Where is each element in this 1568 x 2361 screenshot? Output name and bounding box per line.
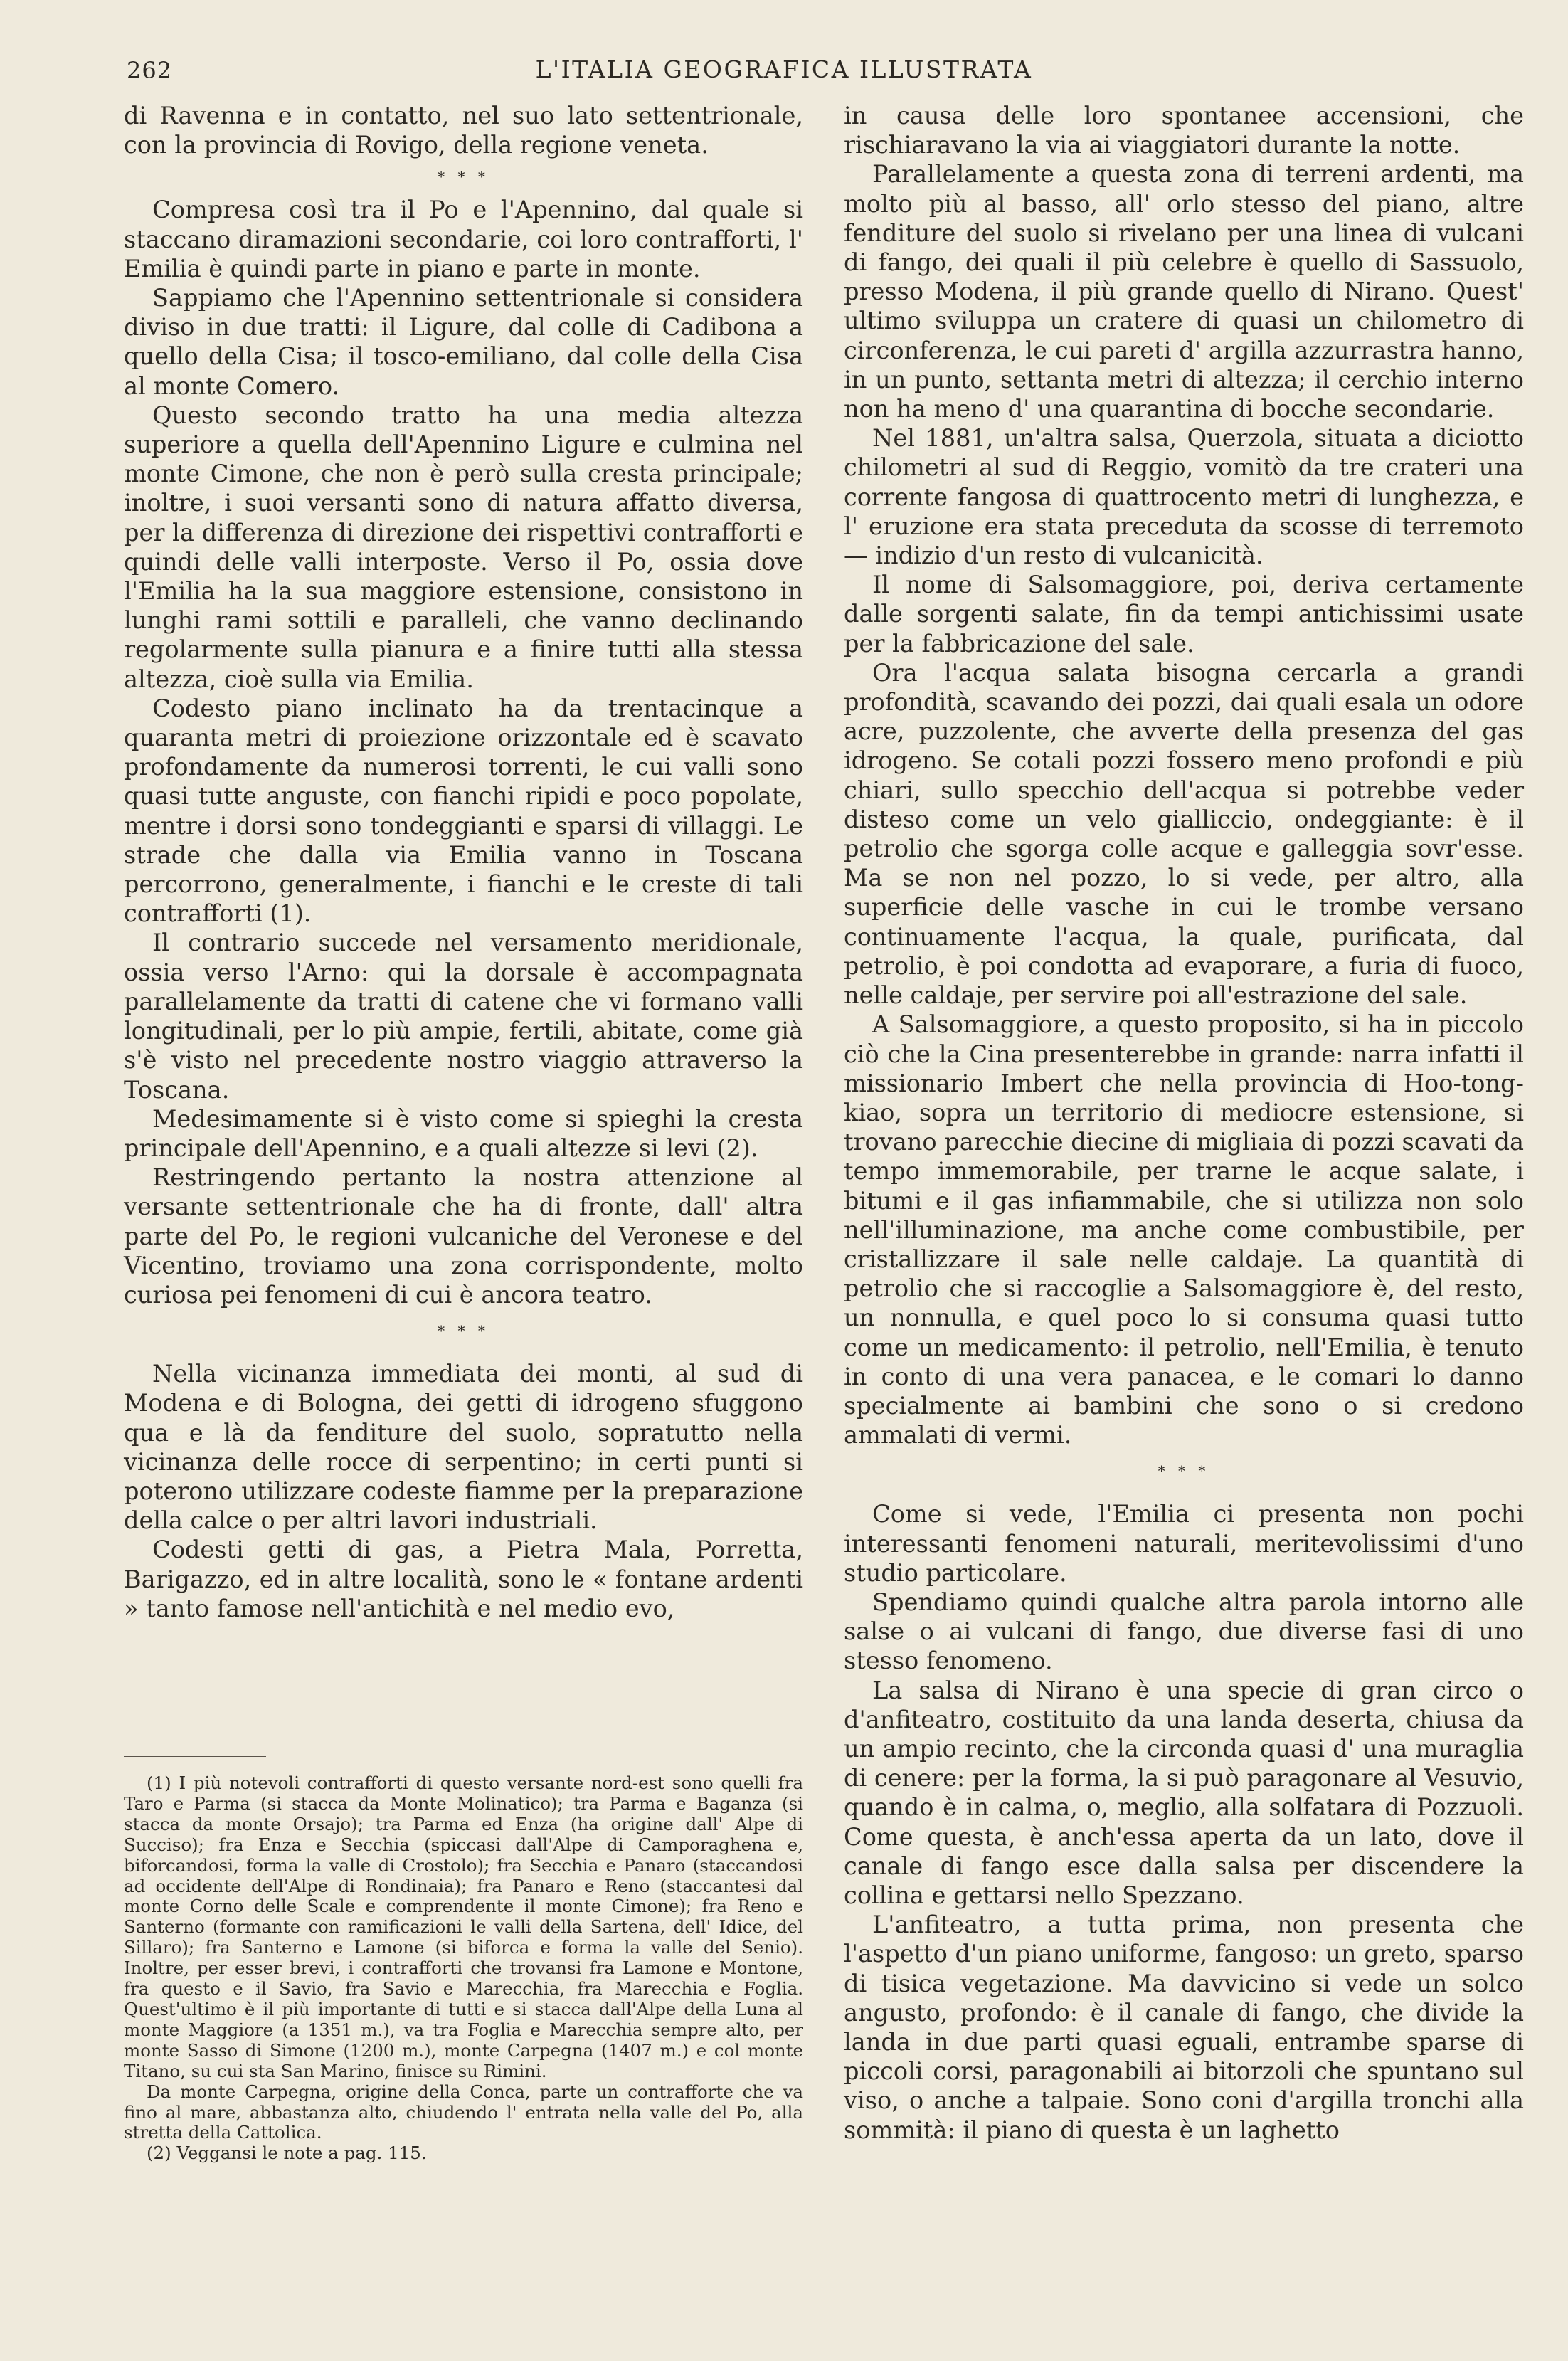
section-separator: * * * [438,168,489,186]
paragraph: Codesto piano inclinato ha da trentacinque a quaranta metri di proiezione orizzontale ed è scavato profondamente da numerosi torrenti, le cui valli sono quasi tutte anguste, con fianchi ripidi e poco popolate, mentre i dorsi sono tondeggianti e sparsi di villaggi. Le strade che dalla via Emilia vanno in Toscana percorrono, generalmente, i fianchi e le creste di tali contrafforti (1). [124,694,803,928]
left-column [124,101,803,1623]
paragraph: La salsa di Nirano è una specie di gran circo o d'anfiteatro, costituito da una landa deserta, chiusa da un ampio recinto, che la circonda quasi d' una muraglia di cenere: per la forma, la si può paragonare al Vesuvio, quando è in calma, o, meglio, alla solfatara di Pozzuoli. Come questa, è anch'essa aperta da un lato, dove il canale di fango esce dalla salsa per discendere la collina e gettarsi nello Spezzano. [844,1676,1524,1909]
paragraph: di Ravenna e in contatto, nel suo lato settentrionale, con la provincia di Rovigo, della regione veneta. [124,102,803,159]
paragraph: Parallelamente a questa zona di terreni ardenti, ma molto più al basso, all' orlo stesso del piano, altre fenditure del suolo si rivelano per una linea di vulcani di fango, dei quali il più celebre è quello di Sassuolo, presso Modena, il più grande quello di Nirano. Quest' ultimo sviluppa un cratere di quasi un chilometro di circonferenza, le cui pareti d' argilla azzurrastra hanno, in un punto, settanta metri di altezza; il cerchio interno non ha meno d' una quarantina di bocche secondarie. [844,160,1524,423]
page-number: 262 [127,57,173,84]
footnotes [124,1773,803,2164]
paragraph: Il contrario succede nel versamento meridionale, ossia verso l'Arno: qui la dorsale è accompagnata parallelamente da tratti di catene che vi formano valli longitudinali, per lo più ampie, fertili, abitate, come già s'è visto nel precedente nostro viaggio attraverso la Toscana. [124,929,803,1104]
paragraph: L'anfiteatro, a tutta prima, non presenta che l'aspetto d'un piano uniforme, fangoso: un greto, sparso di tisica vegetazione. Ma davvicino si vede un solco angusto, profondo: è il canale di fango, che divide la landa in due parti quasi eguali, entrambe sparse di piccoli corsi, paragonabili ai bitorzoli che spuntano sul viso, o anche a talpaie. Sono coni d'argilla tronchi alla sommità: il piano di questa è un laghetto [844,1911,1524,2144]
paragraph: Medesimamente si è visto come si spieghi la cresta principale dell'Apennino, e a quali altezze si levi (2). [124,1104,803,1162]
paragraph: Spendiamo quindi qualche altra parola intorno alle salse o ai vulcani di fango, due diverse fasi di uno stesso fenomeno. [844,1588,1524,1675]
paragraph: Il nome di Salsomaggiore, poi, deriva certamente dalle sorgenti salate, fin da tempi antichissimi usate per la fabbricazione del sale. [844,571,1524,657]
footnote: (2) Veggansi le note a pag. 115. [147,2143,427,2164]
paragraph: Compresa così tra il Po e l'Apennino, dal quale si staccano diramazioni secondarie, coi loro contrafforti, l' Emilia è quindi parte in piano e parte in monte. [124,196,803,282]
paragraph: Nel 1881, un'altra salsa, Querzola, situata a diciotto chilometri al sud di Reggio, vomitò da tre crateri una corrente fangosa di quattrocento metri di lunghezza, e l' eruzione era stata preceduta da scosse di terremoto — indizio d'un resto di vulcanicità. [844,424,1524,570]
section-separator: * * * [438,1322,489,1340]
paragraph: Questo secondo tratto ha una media altezza superiore a quella dell'Apennino Ligure e culmina nel monte Cimone, che non è però sulla cresta principale; inoltre, i suoi versanti sono di natura affatto diversa, per la differenza di direzione dei rispettivi contrafforti e quindi delle valli interposte. Verso il Po, ossia dove l'Emilia ha la sua maggiore estensione, consistono in lunghi rami sottili e paralleli, che vanno declinando regolarmente sulla pianura e a finire tutti alla stessa altezza, cioè sulla via Emilia. [124,401,803,693]
paragraph: Come si vede, l'Emilia ci presenta non pochi interessanti fenomeni naturali, meritevolissimi d'uno studio particolare. [844,1500,1524,1587]
paragraph: Sappiamo che l'Apennino settentrionale si considera diviso in due tratti: il Ligure, dal colle di Cadibona a quello della Cisa; il tosco-emiliano, dal colle della Cisa al monte Comero. [124,284,803,400]
running-title: L'ITALIA GEOGRAFICA ILLUSTRATA [535,56,1033,83]
right-column [844,101,1524,2145]
paragraph: Restringendo pertanto la nostra attenzione al versante settentrionale che ha di fronte, dall' altra parte del Po, le regioni vulcaniche del Veronese e del Vicentino, troviamo una zona corrispondente, molto curiosa pei fenomeni di cui è ancora teatro. [124,1163,803,1309]
footnote: Da monte Carpegna, origine della Conca, parte un contrafforte che va fino al mare, abbastanza alto, chiudendo l' entrata nella valle del Po, alla stretta della Cattolica. [124,2081,803,2143]
paragraph: in causa delle loro spontanee accensioni, che rischiaravano la via ai viaggiatori durante la notte. [844,102,1524,159]
footnote-rule [124,1756,266,1757]
footnote: (1) I più notevoli contrafforti di questo versante nord-est sono quelli fra Taro e Parma (si stacca da Monte Molinatico); tra Parma e Baganza (si stacca da monte Orsajo); tra Parma ed Enza (ha origine dall' Alpe di Succiso); fra Enza e Secchia (spiccasi dall'Alpe di Camporaghena e, biforcandosi, forma la valle di Crostolo); fra Secchia e Panaro (staccandosi ad occidente dell'Alpe di Rondinaia); fra Panaro e Reno (staccantesi dal monte Corno delle Scale e comprendente il monte Cimone); fra Reno e Santerno (formante con ramificazioni le valli della Sartena, dell' Idice, del Sillaro); fra Santerno e Lamone (si biforca e forma la valle del Senio). Inoltre, per esser brevi, i contrafforti che trovansi fra Lamone e Montone, fra questo e il Savio, fra Savio e Marecchia, fra Marecchia e Foglia. Quest'ultimo è il più importante di tutti e si stacca dall'Alpe della Luna al monte Maggiore (a 1351 m.), va tra Foglia e Marecchia sempre alto, per monte Sasso di Simone (1200 m.), monte Carpegna (1407 m.) e col monte Titano, su cui sta San Marino, finisce su Rimini. [124,1773,803,2081]
paragraph: A Salsomaggiore, a questo proposito, si ha in piccolo ciò che la Cina presenterebbe in grande: narra infatti il missionario Imbert che nella provincia di Hoo-tong-kiao, sopra un territorio di mediocre estensione, si trovano parecchie diecine di migliaia di pozzi scavati da tempo immemorabile, per trarne le acque salate, i bitumi e il gas infiammabile, che si utilizza non solo nell'illuminazione, ma anche come combustibile, per cristallizzare il sale nelle caldaje. La quantità di petrolio che si raccoglie a Salsomaggiore è, del resto, un nonnulla, e quel poco lo si consuma quasi tutto come un medicamento: il petrolio, nell'Emilia, è tenuto in conto di una vera panacea, e le comari lo danno specialmente ai bambini che sono o si credono ammalati di vermi. [844,1010,1524,1449]
paragraph: Ora l'acqua salata bisogna cercarla a grandi profondità, scavando dei pozzi, dai quali esala un odore acre, puzzolente, che avverte della presenza del gas idrogeno. Se cotali pozzi fossero meno profondi e più chiari, sullo specchio dell'acqua si potrebbe veder disteso come un velo gialliccio, ondeggiante: è il petrolio che sgorga colle acque e galleggia sovr'esse. Ma se non nel pozzo, lo si vede, per altro, alla superficie delle vasche in cui le trombe versano continuamente l'acqua, la quale, purificata, dal petrolio, è poi condotta ad evaporare, a furia di fuoco, nelle caldaje, per servire poi all'estrazione del sale. [844,658,1524,1010]
paragraph: Nella vicinanza immediata dei monti, al sud di Modena e di Bologna, dei getti di idrogeno sfuggono qua e là da fenditure del suolo, sopratutto nella vicinanza delle rocce di serpentino; in certi punti si poterono utilizzare codeste fiamme per la preparazione della calce o per altri lavori industriali. [124,1360,803,1535]
paragraph: Codesti getti di gas, a Pietra Mala, Porretta, Barigazzo, ed in altre località, sono le « fontane ardenti » tanto famose nell'antichità e nel medio evo, [124,1536,803,1622]
section-separator: * * * [1158,1462,1210,1480]
